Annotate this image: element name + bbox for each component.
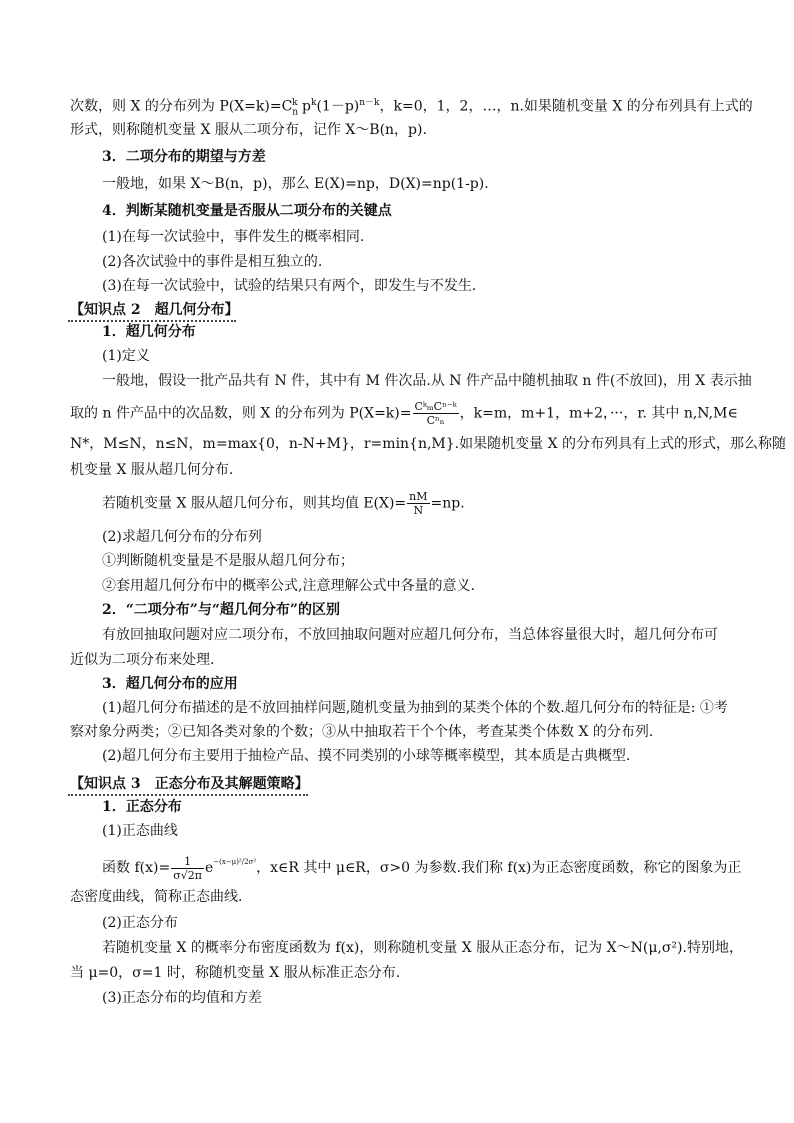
section-heading: 【知识点 3 正态分布及其解题策略】 [70,776,309,792]
formula-text: 函数 f(x)= [102,860,171,876]
text-line: 机变量 X 服从超几何分布. [70,462,234,478]
formula-text: 取的 n 件产品中的次品数，则 X 的分布列为 P(X=k)= [70,405,412,422]
fraction [413,400,459,427]
formula-text: p [297,98,311,115]
text-line: ②套用超几何分布中的概率公式,注意理解公式中各量的意义. [102,578,475,594]
fraction-denominator: N [413,504,424,517]
text-line: (1)在每一次试验中，事件发生的概率相同. [102,229,365,245]
heading: 4．判断某随机变量是否服从二项分布的关键点 [102,203,392,219]
text-line: (2)求超几何分布的分布列 [102,529,262,545]
formula-text: (1－p) [316,98,360,115]
superscript: k [310,98,317,108]
text-line: (1)定义 [102,348,150,364]
heading: 1．正态分布 [102,799,182,815]
formula-text: 若随机变量 X 服从超几何分布，则其均值 E(X)= [102,495,407,512]
formula-text: 次数，则 X 的分布列为 P(X=k)=C [70,98,293,115]
heading: 3．超几何分布的应用 [102,676,238,692]
section-heading: 【知识点 2 超几何分布】 [70,302,239,318]
superscript: n－k [359,98,380,108]
section-underline [68,794,308,796]
text-line [102,852,742,882]
text-line: (3)正态分布的均值和方差 [102,990,262,1006]
text-line: 有放回抽取问题对应二项分布，不放回抽取问题对应超几何分布，当总体容量很大时，超几何分布可 [102,627,718,643]
text-line [70,93,753,122]
heading: 2．“二项分布”与“超几何分布”的区别 [102,602,340,618]
text-line [102,490,722,517]
fraction [407,490,429,517]
text-line: (2)各次试验中的事件是相互独立的. [102,254,323,270]
fraction-numerator: CᵏₘCⁿ⁻ᵏ [414,400,457,413]
formula-text: e [204,860,214,876]
heading: 1．超几何分布 [102,324,196,340]
formula-text: ，k=0，1，2，…，n.如果随机变量 X 的分布列具有上式的 [379,98,753,115]
fraction-numerator: nM [409,490,428,503]
text-line: 若随机变量 X 的概率分布密度函数为 f(x)，则称随机变量 X 服从正态分布，记为 X～N(μ,σ²).特别地， [102,940,743,956]
text-line: 态密度曲线，简称正态曲线. [70,889,243,905]
text-line: (2)超几何分布主要用于抽检产品、摸不同类别的小球等概率模型，其本质是古典概型. [102,748,631,764]
formula-text: ，x∈R 其中 μ∈R，σ>0 为参数.我们称 f(x)为正态密度函数，称它的图象为正 [256,860,742,876]
text-line: (1)超几何分布描述的是不放回抽样问题,随机变量为抽到的某类个体的个数.超几何分布的特征是: ①考 [102,700,728,716]
text-line: 形式，则称随机变量 X 服从二项分布，记作 X～B(n，p). [70,122,427,138]
fraction-numerator: 1 [171,855,204,869]
text-line: (1)正态曲线 [102,823,178,839]
fraction-denominator: σ√2π [173,868,202,882]
text-line: 一般地，假设一批产品共有 N 件，其中有 M 件次品.从 N 件产品中随机抽取 n 件(不放回)，用 X 表示抽 [102,373,752,389]
text-line: N*，M≤N，n≤N，m=max{0，n-N+M}，r=min{n,M}.如果随机变量 X 的分布列具有上式的形式，那么称随 [70,436,786,452]
text-line [70,400,738,427]
heading: 3．二项分布的期望与方差 [102,149,266,165]
subscript: n [292,107,299,118]
text-line: 一般地，如果 X～B(n，p)，那么 E(X)=np，D(X)=np(1-p). [102,176,489,192]
formula-text: =np. [430,495,465,512]
text-line: 近似为二项分布来处理. [70,652,215,668]
text-line: (2)正态分布 [102,915,178,931]
fraction-denominator: Cⁿₙ [426,414,445,427]
fraction [171,855,204,882]
superscript: k [292,98,298,108]
text-line: 察对象分两类；②已知各类对象的个数；③从中抽取若干个个体，考查某类个体数 X 的分布列. [70,724,654,740]
superscript: −(x−μ)²/2σ² [213,858,257,866]
text-line: ①判断随机变量是不是服从超几何分布； [102,553,354,569]
text-line: (3)在每一次试验中，试验的结果只有两个，即发生与不发生. [102,278,477,294]
formula-text: ，k=m，m+1，m+2，···，r. 其中 n,N,M∈ [459,405,738,422]
text-line: 当 μ=0，σ=1 时，称随机变量 X 服从标准正态分布. [70,965,401,981]
